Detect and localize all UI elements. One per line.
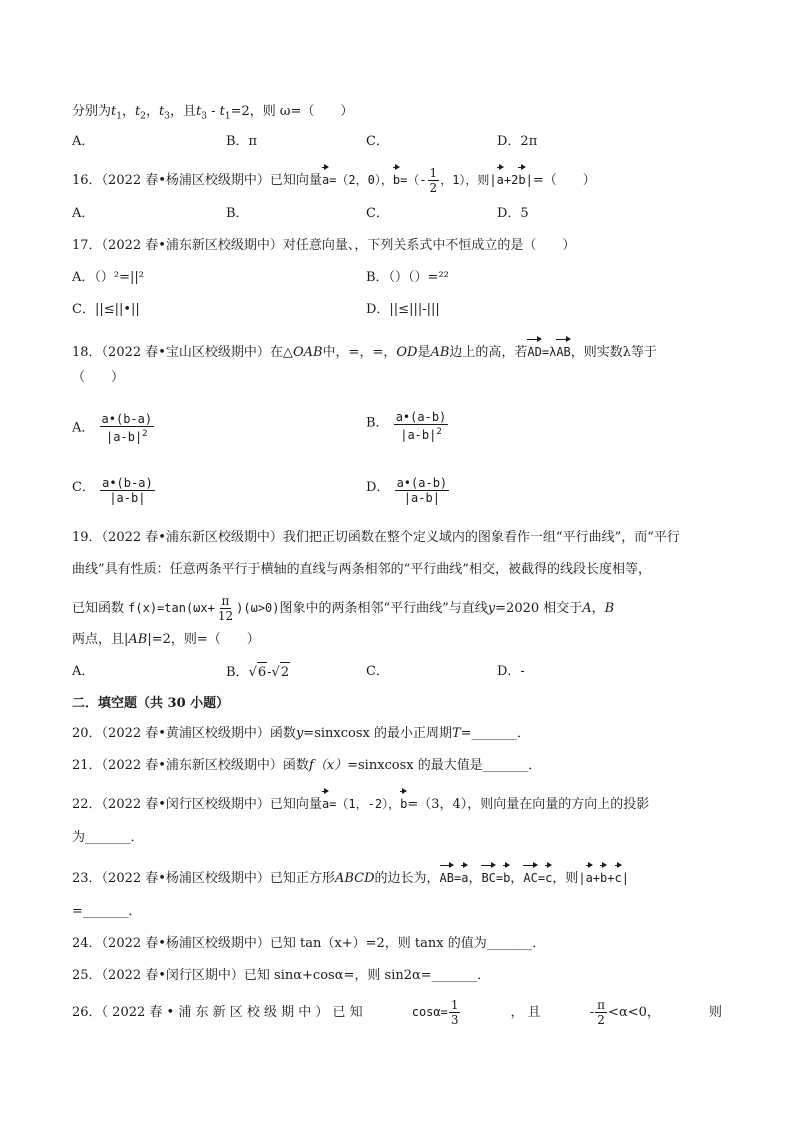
q18-option-a <box>72 412 155 444</box>
q18-is: 是 <box>417 345 431 360</box>
q19-line2: 曲线”具有性质：任意两条平行于横轴的直线与两条相邻的“平行曲线”相交，被截得的线段长度相等， <box>72 562 651 577</box>
fraction <box>100 470 155 505</box>
q24: 24．（2022 春•杨浦区校级期中）已知 tan（x+）=2，则 tanx 的值为_______． <box>72 936 546 951</box>
frac-den: 2 <box>429 181 438 195</box>
den-text: |a-b| <box>400 428 437 442</box>
fraction <box>395 470 450 505</box>
q16-option-a: A． <box>72 206 95 221</box>
q20-pre: 20．（2022 春•黄浦区校级期中）函数 <box>72 726 296 741</box>
q17-option-a: A．（）²=||² <box>72 270 144 285</box>
fraction <box>595 998 607 1027</box>
q19-line4-pre: 两点，且| <box>72 632 129 647</box>
q19-option-a: A． <box>72 664 95 679</box>
q19-line1: 19．（2022 春•浦东新区校级期中）我们把正切函数在整个定义域内的图象看作一组“平行曲线”，而“平行 <box>72 530 680 545</box>
q15-option-b: B．π <box>226 134 258 149</box>
function-expr: f(x)=tan(ωx+ <box>128 601 215 615</box>
q15-text: 分别为 <box>72 104 112 119</box>
var-t3b: t <box>195 104 202 119</box>
q22 <box>72 788 649 815</box>
q16-b-post: ，1），则 <box>440 173 490 187</box>
q23-line2: =_______． <box>72 904 142 919</box>
q18-tail: ，则实数λ等于 <box>570 345 658 360</box>
sub-3b: 3 <box>201 111 207 122</box>
eq: = <box>495 871 504 885</box>
frac-num: a•(a-b) <box>395 470 450 491</box>
eq: = <box>453 871 462 885</box>
den-text: |a-b| <box>106 430 143 444</box>
q18-mid: 中，=，=， <box>322 345 397 360</box>
var-t1b: t <box>219 104 225 119</box>
frac-den <box>104 427 150 444</box>
func-f: f（x） <box>308 758 348 773</box>
q16-stem <box>72 164 596 195</box>
q26-ineq-text: <α<0， <box>608 1005 660 1020</box>
sub-2: 2 <box>140 111 146 122</box>
triangle-oab: OAB <box>292 345 323 360</box>
frac-num: a•(b-a) <box>101 412 153 426</box>
q23-then: ，则 <box>552 871 579 886</box>
q18-option-b <box>366 404 449 442</box>
fraction <box>100 412 155 444</box>
abs-close: | <box>621 871 629 885</box>
square-abcd: ABCD <box>334 871 375 886</box>
q26 <box>72 998 722 1027</box>
frac-num: a•(b-a) <box>100 470 155 491</box>
vector-ab: AB <box>556 336 570 362</box>
q15-eq: =2，则 ω=（ ） <box>230 104 354 119</box>
q20-tail: =_______． <box>460 726 531 741</box>
q19-line4-post: |=2，则=（ ） <box>147 632 260 647</box>
vector-b-2: b <box>518 164 525 190</box>
vector-b-2: b <box>600 862 607 888</box>
frac-den <box>398 425 444 442</box>
q22-b-val: =（3，4），则向量在向量的方向上的投影 <box>407 797 650 812</box>
vector-a-2: a <box>497 164 504 190</box>
sqrt-2: 2 <box>280 662 290 683</box>
q16-option-c: C． <box>366 206 389 221</box>
q15-option-d: D．2π <box>497 134 538 149</box>
sub-1b: 1 <box>224 111 231 122</box>
frac-num: 1 <box>450 998 459 1012</box>
q25: 25．（2022 春•闵行区期中）已知 sinα+cosα=，则 sin2α=_______． <box>72 968 491 983</box>
frac-num: π <box>221 594 230 608</box>
q15-option-a: A． <box>72 134 95 149</box>
option-label: D． <box>366 480 390 495</box>
vector-a: a <box>461 862 468 888</box>
q19-line3 <box>72 594 614 623</box>
q16-a-val: =（2，0）， <box>329 173 393 187</box>
vector-ac: AC <box>523 862 537 888</box>
q22-pre: 22．（2022 春•闵行区校级期中）已知向量 <box>72 797 322 812</box>
var-t3: t <box>158 104 165 119</box>
fraction <box>216 594 235 623</box>
vector-b: b <box>400 788 407 814</box>
q18-stem-line2: （ ） <box>72 370 125 385</box>
q21-tail: =sinxcosx 的最大值是_______． <box>347 758 542 773</box>
frac-num: π <box>597 998 606 1012</box>
frac-den: |a-b| <box>403 491 440 505</box>
q23-mid: 的边长为， <box>374 871 440 886</box>
q26-pre: 26．（ 2022 春 • 浦 东 新 区 校 级 期 中 ） 已 知 <box>72 1004 363 1020</box>
option-label: C． <box>72 480 95 495</box>
abs-open: | <box>489 173 497 187</box>
vector-b: b <box>503 862 510 888</box>
option-label: A． <box>72 420 95 436</box>
sup-2: 2 <box>142 429 148 439</box>
sup-2: 2 <box>436 427 442 437</box>
q17-option-b: B．（）（）=²² <box>366 270 449 285</box>
function-tail: )(ω>0) <box>236 601 280 615</box>
q15-line: 分别为$t_1$，$t_2$，$t_3$，且$t_3 - t_1=2$，则 ω=（ ） <box>72 104 354 122</box>
option-label: B． <box>226 665 249 680</box>
q16-option-b: B． <box>226 206 249 221</box>
q26-tail: 则 <box>708 1004 722 1020</box>
sqrt-6: 6 <box>257 662 267 683</box>
vector-a-2: a <box>586 862 593 888</box>
q16-b-pre: =（- <box>400 173 427 187</box>
cos-alpha: cosα= <box>411 1005 448 1019</box>
q26-ineq <box>590 998 660 1027</box>
sub-3: 3 <box>164 111 170 122</box>
fraction <box>449 998 461 1027</box>
var-t2: t <box>135 104 141 119</box>
vector-b: b <box>393 164 400 190</box>
minus: - <box>267 665 272 680</box>
var-y: y <box>295 726 304 741</box>
frac-den: 12 <box>217 609 234 623</box>
point-a: A <box>582 601 592 616</box>
q15-cond: ，且 <box>169 104 196 119</box>
sub-1: 1 <box>116 111 122 122</box>
segment-ab: AB <box>430 345 450 360</box>
q17-stem: 17．（2022 春•浦东新区校级期中）对任意向量、，下列关系式中不恒成立的是（ ） <box>72 238 576 253</box>
vector-bc: BC <box>481 862 495 888</box>
plus: + <box>607 871 615 885</box>
plus: + <box>592 871 601 885</box>
frac-den: |a-b| <box>109 491 146 505</box>
q17-option-c: C．||≤||•|| <box>72 302 140 317</box>
section-heading: 二．填空题（共 30 小题） <box>72 696 230 711</box>
segment-od: OD <box>396 345 418 360</box>
vector-ad: AD <box>527 336 541 362</box>
frac-den: 3 <box>450 1013 459 1027</box>
q20-mid: =sinxcosx 的最小正周期 <box>303 726 452 741</box>
abs-close: | <box>525 173 533 187</box>
point-b: B <box>604 601 615 616</box>
abs-open: | <box>578 871 586 885</box>
comma: ， <box>591 601 605 616</box>
q26-mid: ， 且 <box>510 1004 541 1020</box>
frac-den: 2 <box>597 1013 605 1027</box>
q19-post: 图象中的两条相邻“平行曲线”与直线 <box>279 601 488 616</box>
q18-stem <box>72 336 657 363</box>
q17-option-d: D．||≤|||-||| <box>366 302 440 317</box>
vector-a: a <box>322 788 329 814</box>
q19-option-d: D．- <box>497 664 525 679</box>
q19-option-b: B．√6-√2 <box>226 662 290 683</box>
vector-c: c <box>545 862 552 888</box>
var-t: T <box>451 726 461 741</box>
q19-pre: 已知函数 <box>72 601 125 616</box>
fraction <box>428 166 440 195</box>
q22-line2: 为_______． <box>72 830 144 845</box>
frac-num: a•(a-b) <box>394 404 449 425</box>
q15-minus: - <box>206 104 220 119</box>
var-y: y <box>487 601 496 616</box>
vector-a: a <box>322 164 329 190</box>
var-t1: t <box>111 104 117 119</box>
q18-option-c <box>72 470 156 505</box>
q16-pre: 16．（2022 春•杨浦区校级期中）已知向量 <box>72 173 322 188</box>
q19-line4 <box>72 630 260 650</box>
q22-a-val: =（1，-2）， <box>329 797 401 811</box>
q21 <box>72 756 541 776</box>
q15-option-c: C． <box>366 134 389 149</box>
plus-2: +2 <box>503 173 519 187</box>
fraction <box>394 404 449 442</box>
q23: 23．（2022 春•杨浦区校级期中）已知正方形ABCD的边长为，AB=a，BC=b，AC=c，则|a+b+c| <box>72 862 629 889</box>
q26-cos <box>412 998 462 1027</box>
q16-tail: =（ ） <box>532 173 596 188</box>
eq: = <box>537 871 546 885</box>
eq-lambda: =λ <box>541 345 557 359</box>
minus: - <box>589 1005 595 1020</box>
segment-ab: AB <box>128 632 148 647</box>
vector-ab: AB <box>440 862 454 888</box>
q19-option-c: C． <box>366 664 389 679</box>
frac-num: 1 <box>429 166 438 180</box>
q16-option-d: D．5 <box>497 206 529 221</box>
q18-option-d <box>366 470 450 505</box>
q18-pre: 18．（2022 春•宝山区校级期中）在△ <box>72 345 293 360</box>
q21-pre: 21．（2022 春•浦东新区校级期中）函数 <box>72 758 309 773</box>
option-label: B． <box>366 415 389 431</box>
q20 <box>72 724 530 744</box>
q23-pre: 23．（2022 春•杨浦区校级期中）已知正方形 <box>72 871 335 886</box>
q18-mid2: 边上的高，若 <box>449 345 528 360</box>
q19-post2: =2020 相交于 <box>495 601 583 616</box>
vector-c-2: c <box>615 862 622 888</box>
